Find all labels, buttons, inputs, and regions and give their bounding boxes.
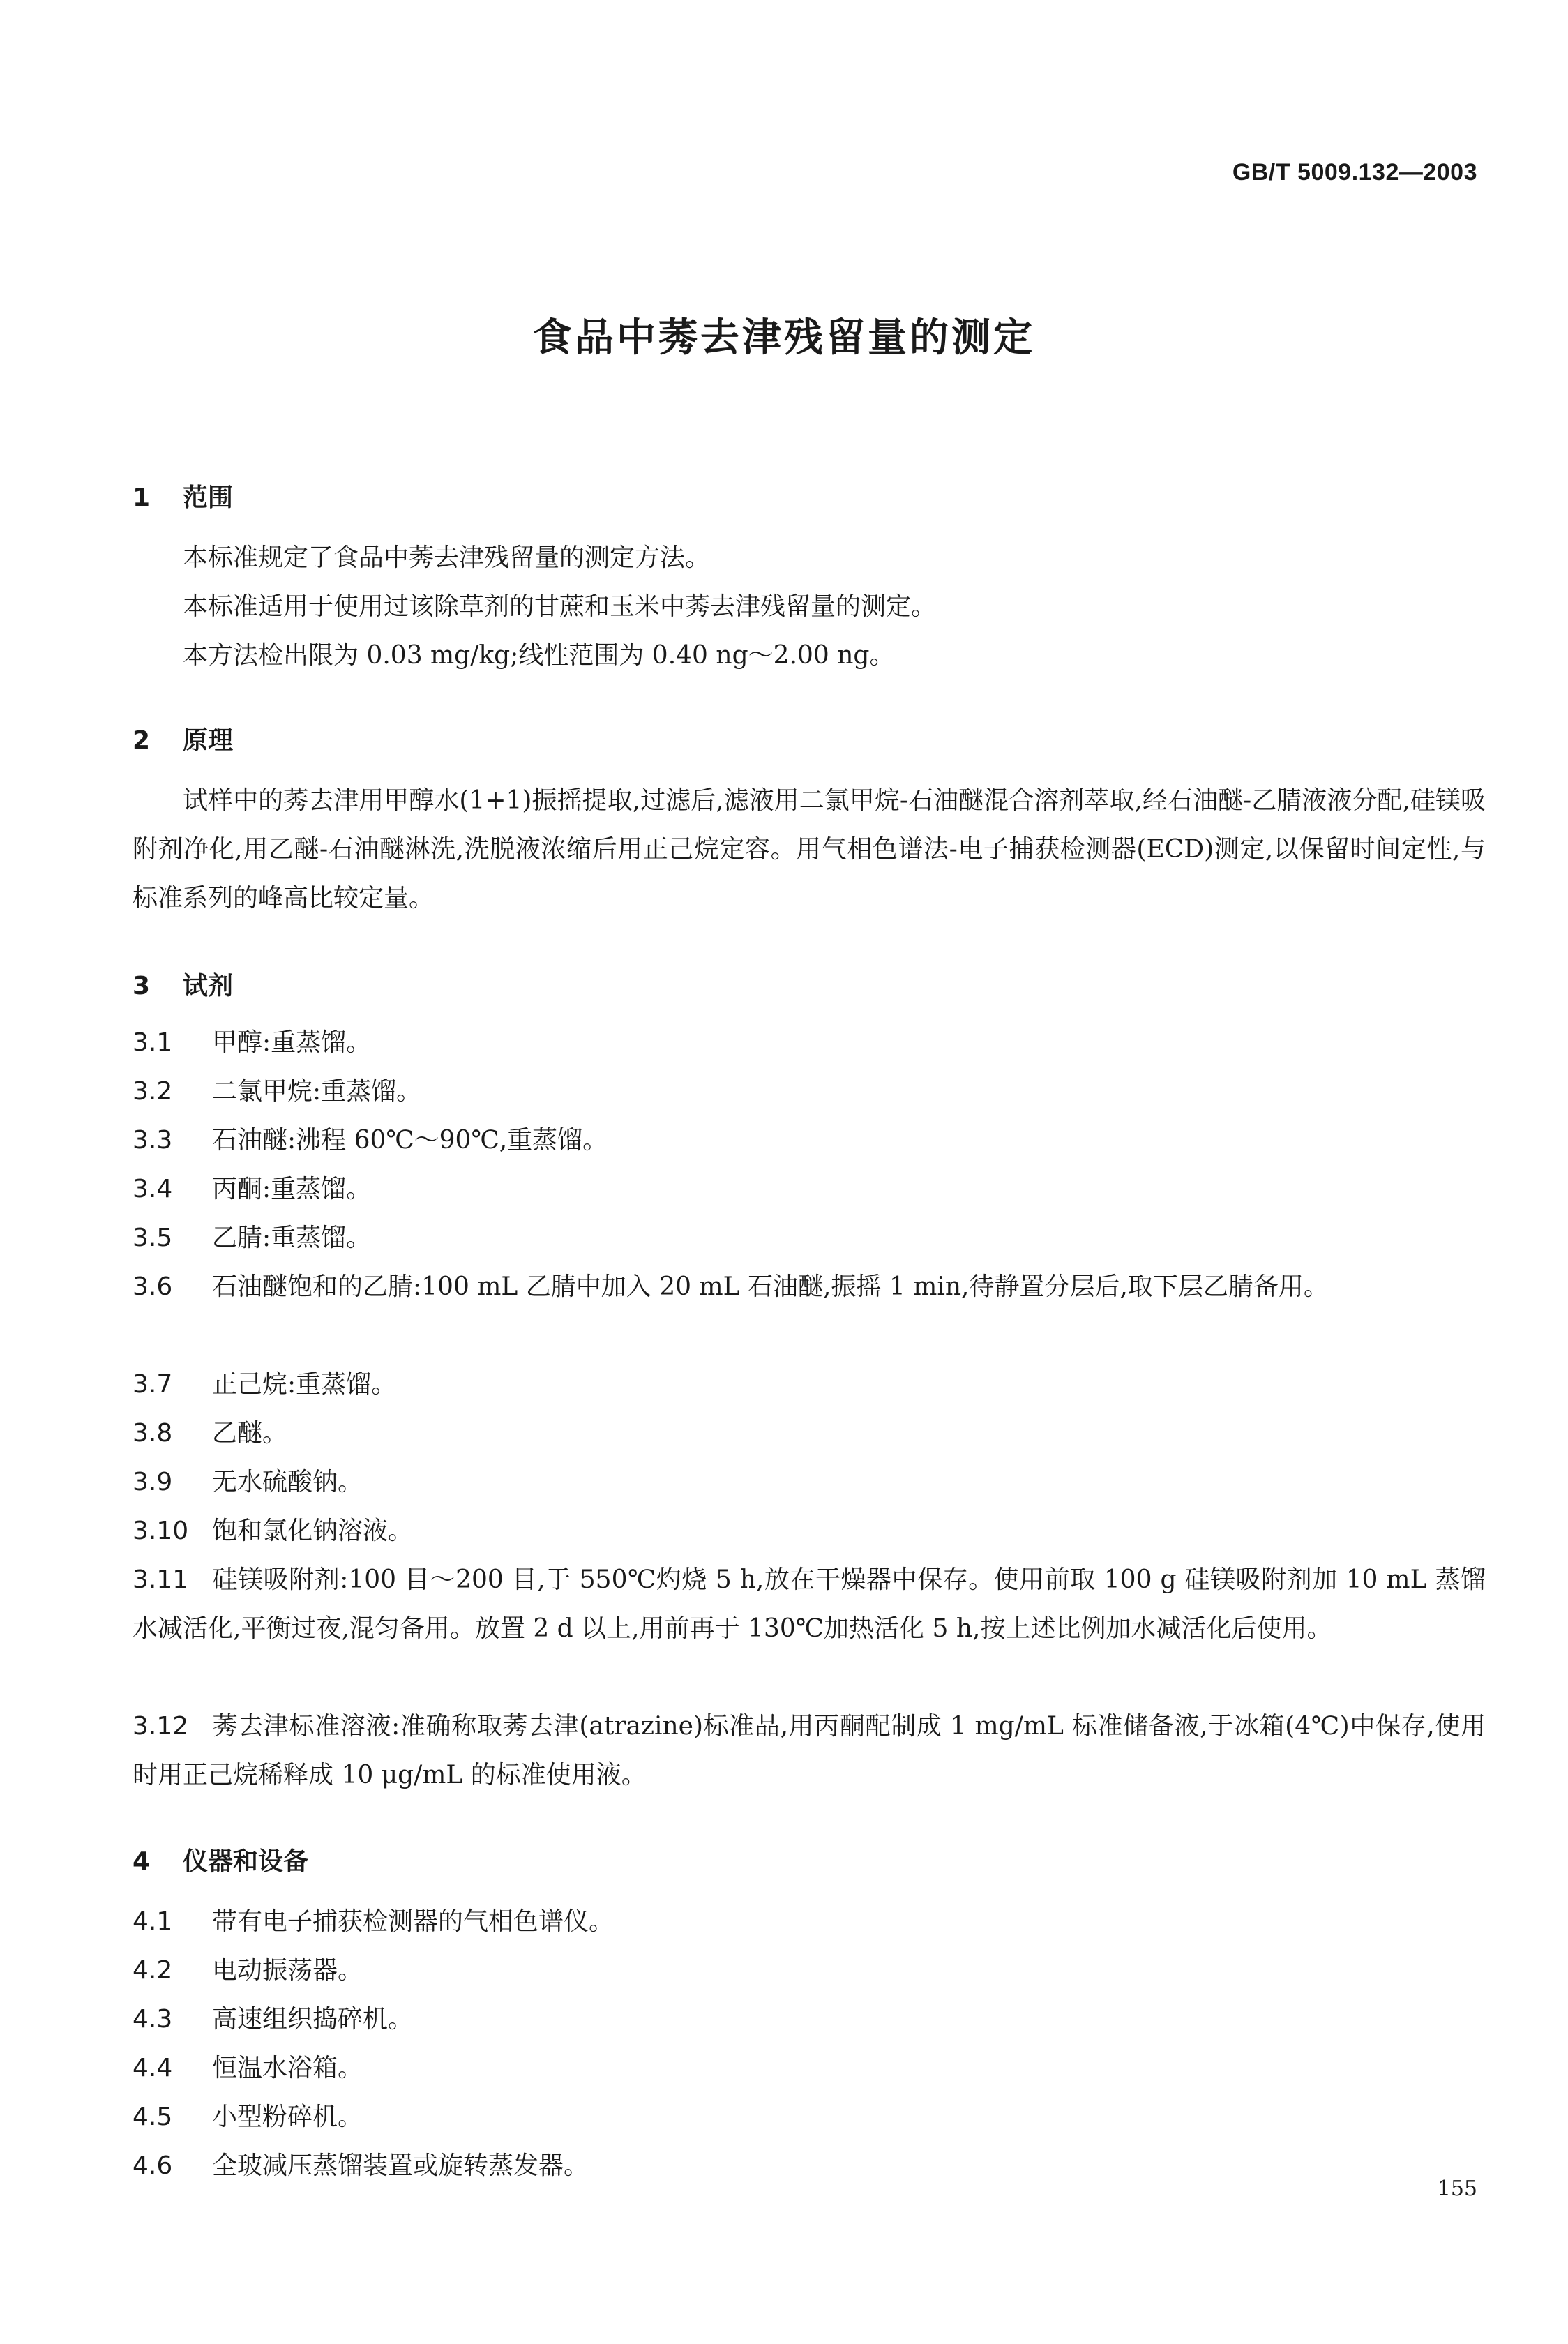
list-item [133,1067,1486,1116]
item-text: 高速组织捣碎机。 [212,2005,414,2034]
list-item [133,1946,1486,1995]
section-heading-principle [133,721,233,756]
item-number: 4.3 [133,2005,173,2034]
list-item [133,1116,1486,1165]
list-item [133,1263,1486,1312]
item-number: 3.7 [133,1370,173,1399]
section-title: 试剂 [183,972,234,1000]
item-number: 4.2 [133,1956,173,1985]
section-heading-scope [133,478,233,513]
section-heading-apparatus [133,1842,308,1877]
standard-code: GB/T 5009.132—2003 [1232,159,1477,186]
list-item [133,1360,1486,1409]
item-number: 4.6 [133,2151,173,2180]
item-text: 甲醇:重蒸馏。 [212,1028,372,1057]
paragraph: 本方法检出限为 0.03 mg/kg;线性范围为 0.40 ng～2.00 ng。 [183,641,895,670]
item-number: 3.2 [133,1077,173,1106]
item-number: 3.12 [133,1712,189,1741]
list-item [133,1898,1486,1946]
item-text: 乙腈:重蒸馏。 [212,1224,372,1252]
item-text: 莠去津标准溶液:准确称取莠去津(atrazine)标准品,用丙酮配制成 1 mg/mL 标准储备液,于冰箱(4℃)中保存,使用时用正己烷稀释成 10 μg/mL 的标准使用液。 [133,1712,1486,1789]
list-item [133,1995,1486,2044]
list-item [133,1458,1486,1507]
item-text: 无水硫酸钠。 [212,1468,363,1496]
section-heading-reagents [133,966,233,1002]
item-number: 3.3 [133,1126,173,1155]
paragraph: 试样中的莠去津用甲醇水(1+1)振摇提取,过滤后,滤液用二氯甲烷-石油醚混合溶剂萃取,经石油醚-乙腈液液分配,硅镁吸附剂净化,用乙醚-石油醚淋洗,洗脱液浓缩后用正己烷定容。用气相色谱法-电子捕获检测器(ECD)测定,以保留时间定性,与标准系列的峰高比较定量。 [133,786,1486,912]
section-title: 原理 [183,726,234,755]
paragraph: 本标准适用于使用过该除草剂的甘蔗和玉米中莠去津残留量的测定。 [183,592,937,621]
document-title: 食品中莠去津残留量的测定 [533,315,1035,361]
list-item [133,1556,1486,1653]
item-number: 3.10 [133,1517,189,1545]
item-text: 乙醚。 [212,1419,288,1448]
item-text: 石油醚饱和的乙腈:100 mL 乙腈中加入 20 mL 石油醚,振摇 1 min,待静置分层后,取下层乙腈备用。 [212,1272,1329,1301]
list-item [133,2044,1486,2093]
item-number: 3.11 [133,1565,189,1594]
section-number: 2 [133,726,151,755]
item-number: 3.8 [133,1419,173,1448]
item-text: 硅镁吸附剂:100 目～200 目,于 550℃灼烧 5 h,放在干燥器中保存。使用前取 100 g 硅镁吸附剂加 10 mL 蒸馏水减活化,平衡过夜,混匀备用。放置 2 d 以上,用前再于 130℃加热活化 5 h,按上述比例加水减活化后使用。 [133,1565,1486,1643]
list-item [133,2093,1486,2142]
item-text: 石油醚:沸程 60℃～90℃,重蒸馏。 [212,1126,608,1155]
list-item [133,2142,1486,2191]
list-item [133,1702,1486,1800]
item-text: 全玻减压蒸馏装置或旋转蒸发器。 [212,2151,589,2180]
item-number: 3.1 [133,1028,173,1057]
section-title: 仪器和设备 [183,1847,309,1876]
list-item [133,1165,1486,1214]
item-text: 丙酮:重蒸馏。 [212,1175,372,1203]
list-item [133,1019,1486,1067]
section-number: 3 [133,972,151,1000]
item-text: 小型粉碎机。 [212,2103,363,2131]
item-number: 3.4 [133,1175,173,1203]
item-number: 3.5 [133,1224,173,1252]
item-number: 4.1 [133,1907,173,1936]
item-text: 带有电子捕获检测器的气相色谱仪。 [212,1907,615,1936]
section-number: 4 [133,1847,151,1876]
item-number: 4.4 [133,2054,173,2082]
section-title: 范围 [183,483,234,512]
item-text: 恒温水浴箱。 [212,2054,363,2082]
item-text: 二氯甲烷:重蒸馏。 [212,1077,422,1106]
item-number: 4.5 [133,2103,173,2131]
item-number: 3.9 [133,1468,173,1496]
list-item [133,1214,1486,1263]
page-number: 155 [1437,2177,1477,2201]
item-text: 饱和氯化钠溶液。 [212,1517,414,1545]
list-item [133,1409,1486,1458]
list-item [133,1507,1486,1556]
item-text: 正己烷:重蒸馏。 [212,1370,397,1399]
paragraph: 本标准规定了食品中莠去津残留量的测定方法。 [183,543,711,572]
item-text: 电动振荡器。 [212,1956,363,1985]
section-number: 1 [133,483,151,512]
item-number: 3.6 [133,1272,173,1301]
